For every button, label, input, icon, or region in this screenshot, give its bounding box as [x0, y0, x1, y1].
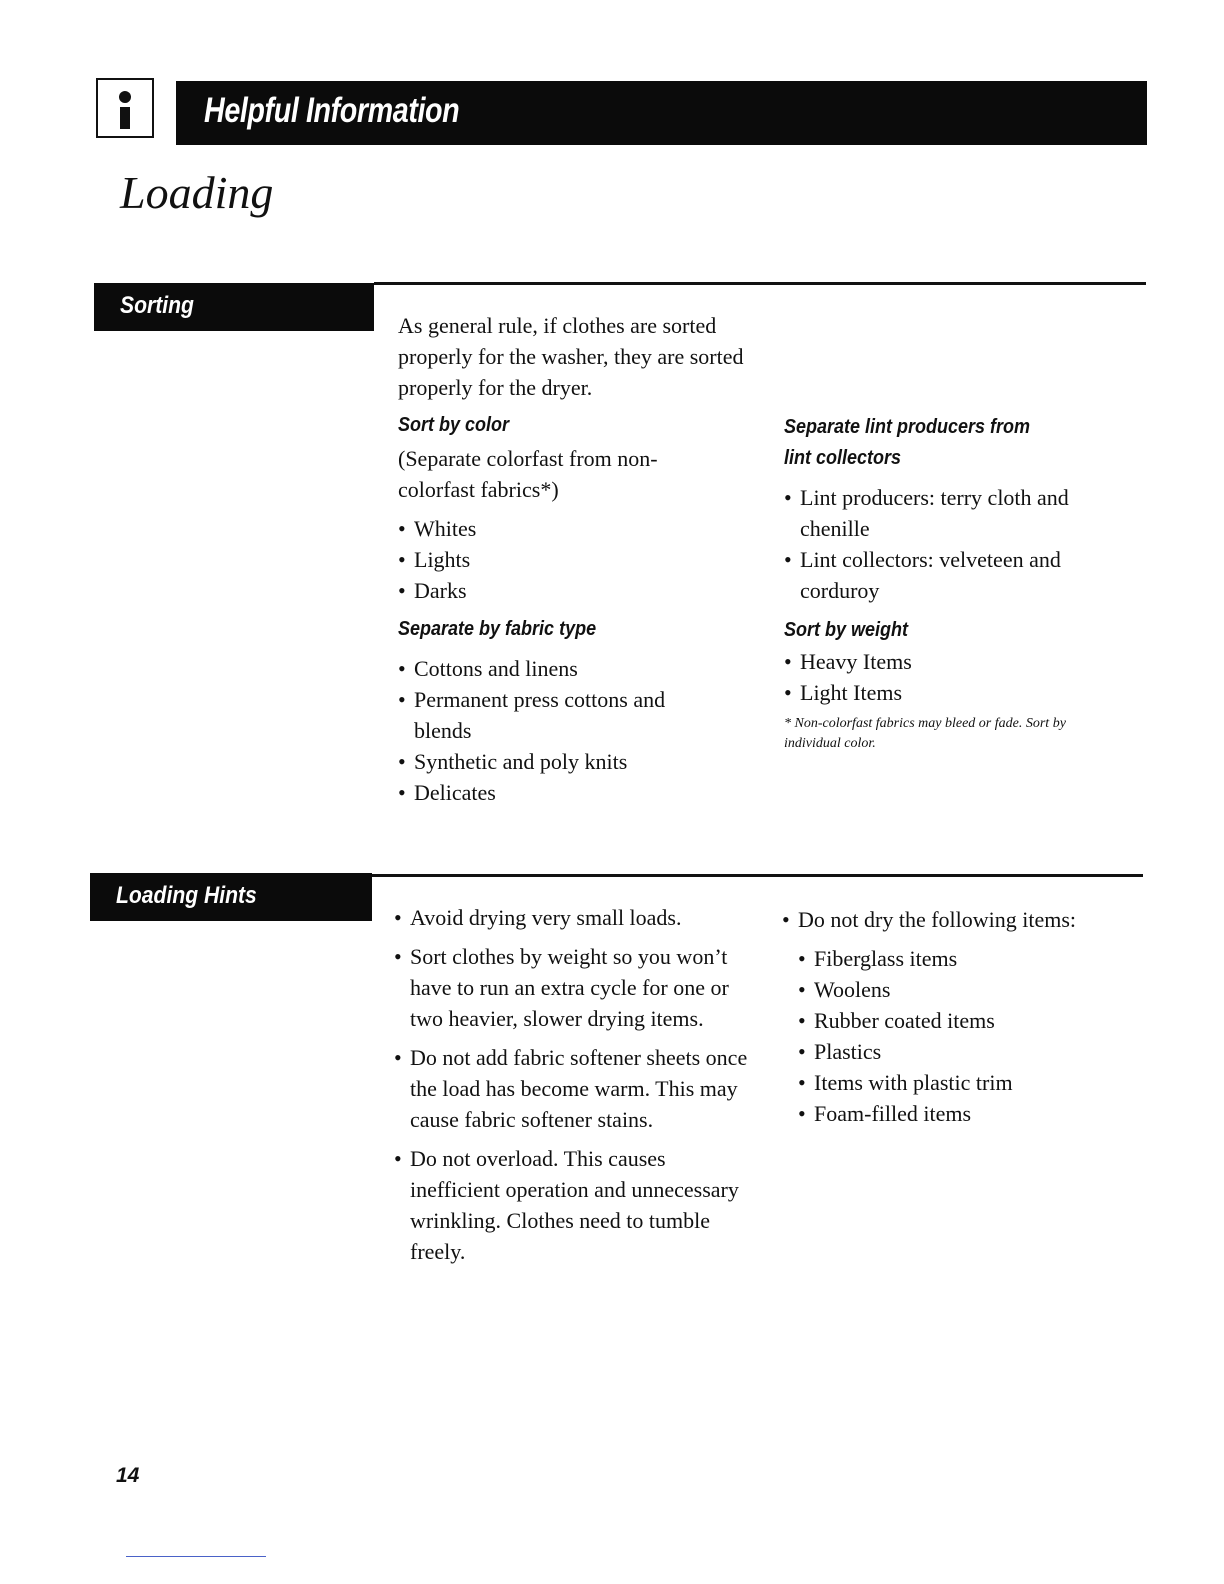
list-item: • Rubber coated items [798, 1005, 1142, 1036]
list-item: • Darks [398, 575, 763, 606]
weight-heading: Sort by weight [784, 619, 909, 641]
page-title: Loading [120, 167, 274, 218]
sorting-intro: As general rule, if clothes are sorted properly for the washer, they are sorted properly for the dryer. [398, 313, 744, 400]
list-item: • Avoid drying very small loads. [394, 902, 759, 933]
list-item: • Fiberglass items [798, 943, 1142, 974]
do-not-dry-list [798, 943, 1142, 1129]
section-tab-loading-hints [90, 873, 372, 921]
weight-block [784, 615, 1129, 754]
list-item: • Items with plastic trim [798, 1067, 1142, 1098]
list-item: • Light Items [784, 677, 1129, 708]
header-bar [176, 81, 1147, 145]
loading-hints-right [782, 904, 1142, 1129]
list-item: • Do not add fabric softener sheets once the load has become warm. This may cause fabric softener stains. [394, 1042, 759, 1135]
list-item: • Lint collectors: velveteen and corduroy [784, 544, 1129, 606]
section-label-loading-hints: Loading Hints [116, 882, 257, 909]
list-item: • Plastics [798, 1036, 1142, 1067]
loading-hints-left [394, 902, 759, 1275]
footnote: * Non-colorfast fabrics may bleed or fade. Sort by individual color. [784, 716, 1066, 751]
list-item: • Whites [398, 513, 763, 544]
info-icon-dot [119, 91, 131, 103]
sort-by-color-note: (Separate colorfast from non-colorfast fabrics*) [398, 446, 658, 502]
list-item: • Delicates [398, 777, 688, 808]
list-item: • Synthetic and poly knits [398, 746, 688, 777]
list-item: • Permanent press cottons and blends [398, 684, 688, 746]
section-rule-sorting [374, 282, 1146, 285]
weight-list [784, 646, 1129, 708]
sort-by-color-list [398, 513, 763, 606]
list-item: • Do not dry the following items: [782, 904, 1142, 935]
list-item: • Lint producers: terry cloth and chenille [784, 482, 1129, 544]
info-icon [96, 78, 154, 138]
lint-heading-line1: Separate lint producers from [784, 416, 1031, 438]
list-item: • Heavy Items [784, 646, 1129, 677]
list-item: • Woolens [798, 974, 1142, 1005]
list-item: • Foam-filled items [798, 1098, 1142, 1129]
list-item: • Lights [398, 544, 763, 575]
sort-by-color-heading: Sort by color [398, 414, 510, 436]
section-label-sorting: Sorting [120, 292, 194, 319]
list-item: • Do not overload. This causes inefficient operation and unnecessary wrinkling. Clothes need to tumble freely. [394, 1143, 759, 1267]
loading-hints-right-intro [782, 904, 1142, 935]
section-tab-sorting [94, 283, 374, 331]
lint-list [784, 482, 1129, 606]
list-item: • Sort clothes by weight so you won’t have to run an extra cycle for one or two heavier, slower drying items. [394, 941, 759, 1034]
lint-block [784, 412, 1129, 606]
fabric-type-heading: Separate by fabric type [398, 618, 597, 640]
section-rule-loading-hints [372, 874, 1143, 877]
footer-divider [126, 1556, 266, 1557]
fabric-type-list [398, 653, 688, 808]
lint-heading-line2: lint collectors [784, 447, 902, 469]
list-item: • Cottons and linens [398, 653, 688, 684]
header-title: Helpful Information [204, 91, 460, 130]
info-icon-bar [120, 107, 130, 129]
page-number: 14 [116, 1464, 140, 1487]
fabric-type-block [398, 614, 688, 808]
loading-hints-left-list [394, 902, 759, 1267]
sort-by-color-block [398, 410, 763, 606]
